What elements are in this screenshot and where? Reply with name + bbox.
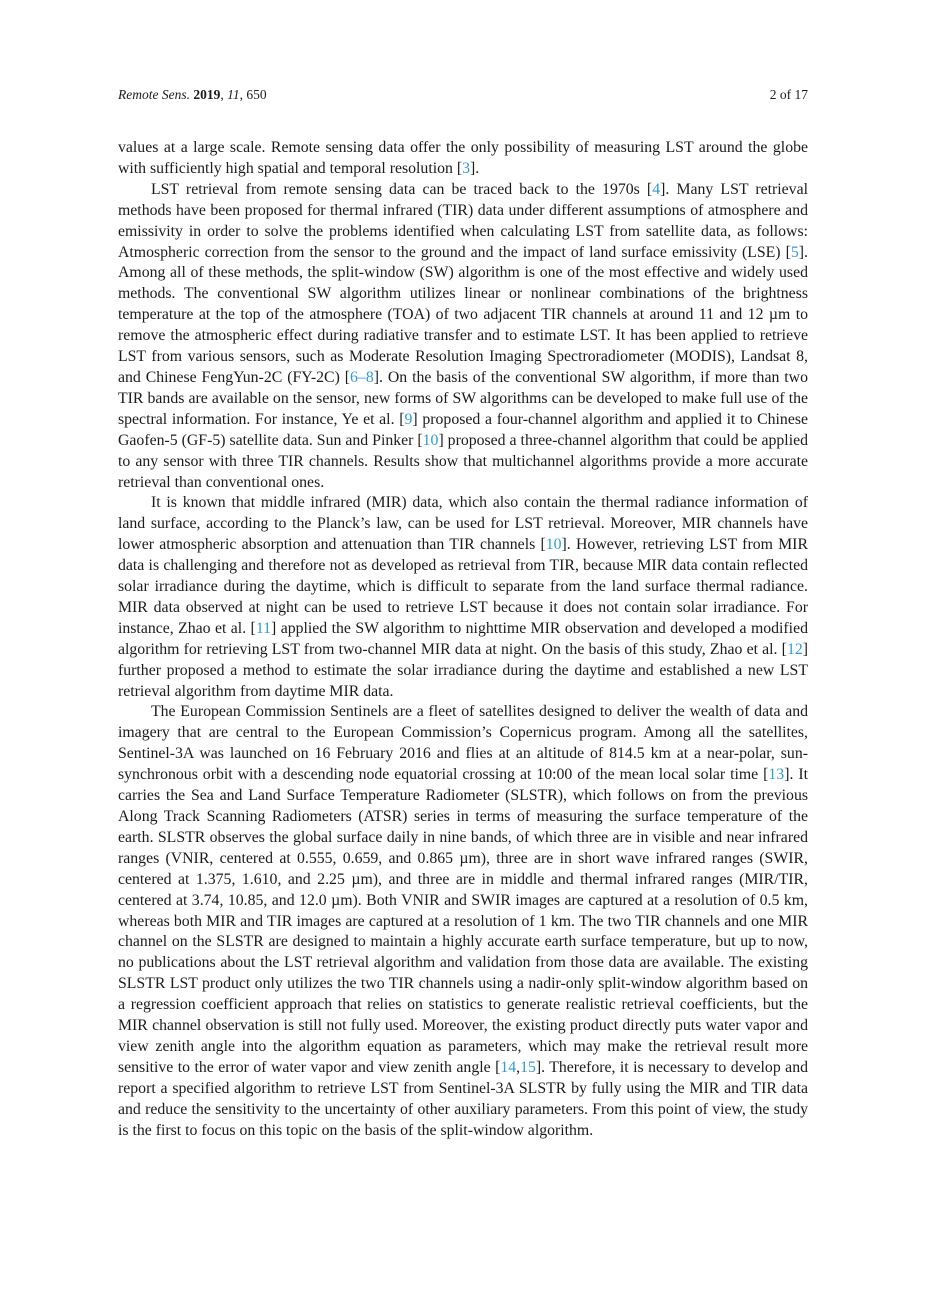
paragraph — [118, 138, 808, 180]
journal-citation-segment: 11 — [227, 87, 240, 102]
body-text: The European Commission Sentinels are a fleet of satellites designed to deliver the wealth of data and imagery that are central to the European Commission’s Copernicus program. Among all the satellites, Sentinel-3A was launched on 16 February 2016 and flies at an altitude of 814.5 km at a near-polar, sun-synchronous orbit with a descending node equatorial crossing at 10:00 of the mean local solar time [ — [118, 703, 808, 784]
citation-link[interactable]: 13 — [768, 766, 785, 784]
citation-link[interactable]: 3 — [462, 159, 471, 177]
article-body — [118, 138, 808, 1142]
journal-citation-segment: Remote Sens. — [118, 87, 194, 102]
running-head — [118, 88, 808, 102]
body-text: ]. On the basis of the conventional SW algorithm, if more than two TIR bands are available on the sensor, new forms of SW algorithms can be developed to make full use of the spectral information. For instance, Ye et al. [ — [118, 368, 808, 428]
citation-link[interactable]: 10 — [422, 431, 439, 449]
journal-citation-segment: 2019 — [193, 87, 221, 102]
body-text: ] further proposed a method to estimate the solar irradiance during the daytime and established a new LST retrieval algorithm from daytime MIR data. — [118, 640, 808, 700]
body-text: values at a large scale. Remote sensing data offer the only possibility of measuring LST around the globe with sufficiently high spatial and temporal resolution [ — [118, 139, 808, 177]
journal-citation-segment: , 650 — [239, 87, 267, 102]
citation-link[interactable]: 5 — [790, 243, 799, 261]
citation-link[interactable]: 15 — [520, 1058, 536, 1076]
body-text: ]. Among all of these methods, the split-window (SW) algorithm is one of the most effective and widely used methods. The conventional SW algorithm utilizes linear or nonlinear combinations of the brightness temperature at the top of the atmosphere (TOA) of two adjacent TIR channels at around 11 and 12 µm to remove the atmospheric effect during radiative transfer and to estimate LST. It has been applied to retrieve LST from various sensors, such as Moderate Resolution Imaging Spectroradiometer (MODIS), Landsat 8, and Chinese FengYun-2C (FY-2C) [ — [118, 243, 808, 386]
body-text: ]. Therefore, it is necessary to develop and report a specified algorithm to retrieve LST from Sentinel-3A SLSTR by fully using the MIR and TIR data and reduce the sensitivity to the uncertainty of other auxiliary parameters. From this point of view, the study is the first to focus on this topic on the basis of the split-window algorithm. — [118, 1058, 808, 1139]
citation-link[interactable]: 10 — [545, 536, 562, 554]
citation-link[interactable]: 9 — [404, 410, 413, 428]
citation-link[interactable]: 14 — [500, 1058, 517, 1076]
body-text: ] proposed a four-channel algorithm and applied it to Chinese Gaofen-5 (GF-5) satellite data. Sun and Pinker [ — [118, 410, 808, 449]
body-text: ] proposed a three-channel algorithm that could be applied to any sensor with three TIR channels. Results show that multichannel algorithms provide a more accurate retrieval than conventional ones. — [118, 431, 808, 491]
body-text: It is known that middle infrared (MIR) data, which also contain the thermal radiance information of land surface, according to the Planck’s law, can be used for LST retrieval. Moreover, MIR channels have lower atmospheric absorption and attenuation than TIR channels [ — [118, 494, 808, 554]
body-text: ]. Many LST retrieval methods have been proposed for thermal infrared (TIR) data under different assumptions of atmosphere and emissivity in order to solve the problems identified when calculating LST from satellite data, as follows: Atmospheric correction from the sensor to the ground and the impact of land surface emissivity (LSE) [ — [118, 180, 808, 261]
citation-link[interactable]: 4 — [652, 180, 661, 198]
body-text: ] applied the SW algorithm to nighttime MIR observation and developed a modified algorithm for retrieving LST from two-channel MIR data at night. On the basis of this study, Zhao et al. [ — [118, 619, 808, 658]
citation-link[interactable]: 12 — [786, 640, 803, 658]
body-text: ]. It carries the Sea and Land Surface Temperature Radiometer (SLSTR), which follows on from the previous Along Track Scanning Radiometers (ATSR) series in terms of measuring the surface temperature of the earth. SLSTR observes the global surface daily in nine bands, of which three are in visible and near infrared ranges (VNIR, centered at 0.555, 0.659, and 0.865 µm), three are in short wave infrared ranges (SWIR, centered at 1.375, 1.610, and 2.25 µm), and three are in middle and thermal infrared ranges (MIR/TIR, centered at 3.74, 10.85, and 12.0 µm). Both VNIR and SWIR images are captured at a resolution of 0.5 km, whereas both MIR and TIR images are captured at a resolution of 1 km. The two TIR channels and one MIR channel on the SLSTR are designed to maintain a highly accurate earth surface temperature, but up to now, no publications about the LST retrieval algorithm and validation from those data are available. The existing SLSTR LST product only utilizes the two TIR channels using a nadir-only split-window algorithm based on a regression coefficient approach that relies on statistics to generate realistic retrieval coefficients, but the MIR channel observation is still not fully used. Moreover, the existing product directly puts water vapor and view zenith angle into the algorithm equation as parameters, which may make the retrieval result more sensitive to the error of water vapor and view zenith angle [ — [118, 766, 808, 1076]
body-text: LST retrieval from remote sensing data can be traced back to the 1970s [ — [151, 180, 653, 198]
body-text: ]. — [470, 159, 480, 177]
paragraph — [118, 702, 808, 1141]
body-text: , — [516, 1058, 521, 1076]
paragraph — [118, 180, 808, 494]
paragraph — [118, 493, 808, 702]
body-text: ]. However, retrieving LST from MIR data is challenging and therefore not as developed as retrieval from TIR, because MIR data contain reflected solar irradiance during the daytime, which is difficult to separate from the land surface thermal radiance. MIR data observed at night can be used to retrieve LST because it does not contain solar irradiance. For instance, Zhao et al. [ — [118, 536, 808, 637]
page-number: 2 of 17 — [769, 87, 808, 102]
citation-link[interactable]: 6–8 — [350, 368, 374, 386]
citation-link[interactable]: 11 — [255, 619, 272, 637]
journal-citation-segment: , — [220, 87, 228, 102]
journal-citation — [118, 88, 267, 102]
